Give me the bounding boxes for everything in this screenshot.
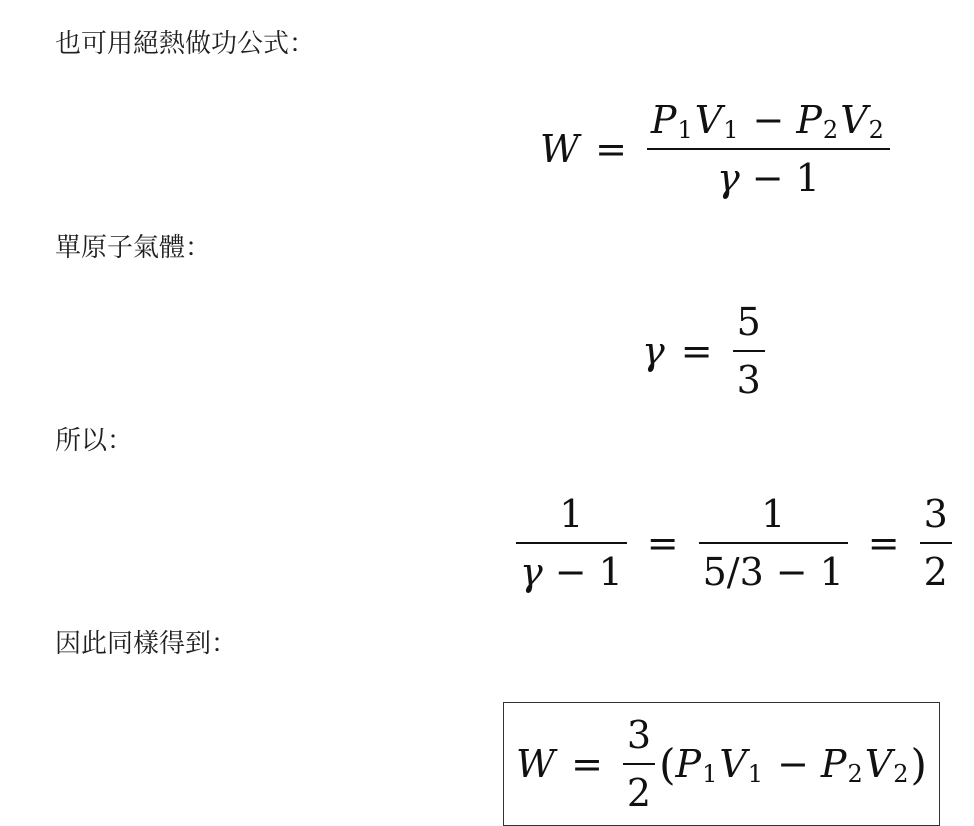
first-fraction bbox=[516, 492, 627, 594]
left-paren: ( bbox=[659, 739, 676, 789]
equals-sign: = bbox=[571, 742, 603, 786]
result-text: 因此同樣得到： bbox=[55, 629, 238, 659]
p2-symbol: P bbox=[820, 742, 847, 786]
fraction-numerator: 1 bbox=[761, 492, 786, 536]
minus-sign: − bbox=[751, 156, 784, 200]
fraction-denominator: 3 bbox=[736, 358, 761, 402]
minus-sign: − bbox=[775, 550, 808, 594]
monatomic-text: 單原子氣體： bbox=[55, 233, 212, 263]
right-paren: ) bbox=[910, 739, 927, 789]
p2-subscript: 2 bbox=[822, 116, 839, 144]
one-digit: 1 bbox=[819, 550, 844, 594]
v1-symbol: V bbox=[694, 98, 723, 142]
work-symbol: W bbox=[540, 127, 580, 171]
fraction-denominator: 2 bbox=[923, 550, 948, 594]
five-thirds: 5/3 bbox=[702, 550, 764, 594]
third-fraction bbox=[920, 492, 952, 594]
v1-symbol: V bbox=[719, 742, 747, 786]
therefore-text: 所以： bbox=[55, 426, 134, 456]
intro-text: 也可用絕熱做功公式： bbox=[55, 29, 316, 59]
p1-subscript: 1 bbox=[677, 116, 693, 144]
one-digit: 1 bbox=[598, 550, 623, 594]
fraction-numerator bbox=[647, 98, 890, 148]
gamma-symbol: γ bbox=[642, 329, 665, 373]
p1-symbol: P bbox=[675, 742, 702, 786]
gamma-equation bbox=[642, 300, 769, 402]
minus-sign: − bbox=[554, 550, 587, 594]
v2-subscript: 2 bbox=[868, 116, 884, 144]
second-fraction bbox=[699, 492, 848, 594]
three-halves-fraction bbox=[623, 713, 655, 815]
one-digit: 1 bbox=[795, 156, 820, 200]
fraction-numerator: 3 bbox=[626, 713, 652, 757]
fraction-numerator: 1 bbox=[559, 492, 584, 536]
gamma-symbol: γ bbox=[717, 156, 740, 200]
work-symbol: W bbox=[516, 742, 556, 786]
coefficient-equation bbox=[512, 492, 956, 594]
work-fraction bbox=[647, 98, 890, 200]
v2-symbol: V bbox=[840, 98, 868, 142]
fraction-numerator: 3 bbox=[923, 492, 948, 536]
fraction-denominator bbox=[713, 150, 824, 200]
equals-sign: = bbox=[680, 329, 713, 373]
v2-symbol: V bbox=[864, 742, 893, 786]
equals-sign: = bbox=[646, 521, 679, 565]
minus-sign: − bbox=[752, 98, 785, 142]
equals-sign: = bbox=[595, 127, 627, 171]
fraction-numerator: 5 bbox=[736, 300, 761, 344]
minus-sign: − bbox=[777, 742, 809, 786]
p2-subscript: 2 bbox=[847, 760, 863, 788]
p1-symbol: P bbox=[650, 98, 677, 142]
fraction-denominator bbox=[699, 544, 848, 594]
v1-subscript: 1 bbox=[723, 116, 739, 144]
gamma-fraction bbox=[733, 300, 765, 402]
adiabatic-work-equation bbox=[540, 98, 894, 200]
boxed-result-equation bbox=[503, 702, 940, 826]
fraction-denominator bbox=[516, 544, 627, 594]
equals-sign: = bbox=[867, 521, 900, 565]
p1-subscript: 1 bbox=[702, 760, 718, 788]
v1-subscript: 1 bbox=[747, 760, 764, 788]
gamma-symbol: γ bbox=[520, 550, 543, 594]
p2-symbol: P bbox=[796, 98, 822, 142]
v2-subscript: 2 bbox=[893, 760, 909, 788]
fraction-denominator: 2 bbox=[626, 771, 652, 815]
